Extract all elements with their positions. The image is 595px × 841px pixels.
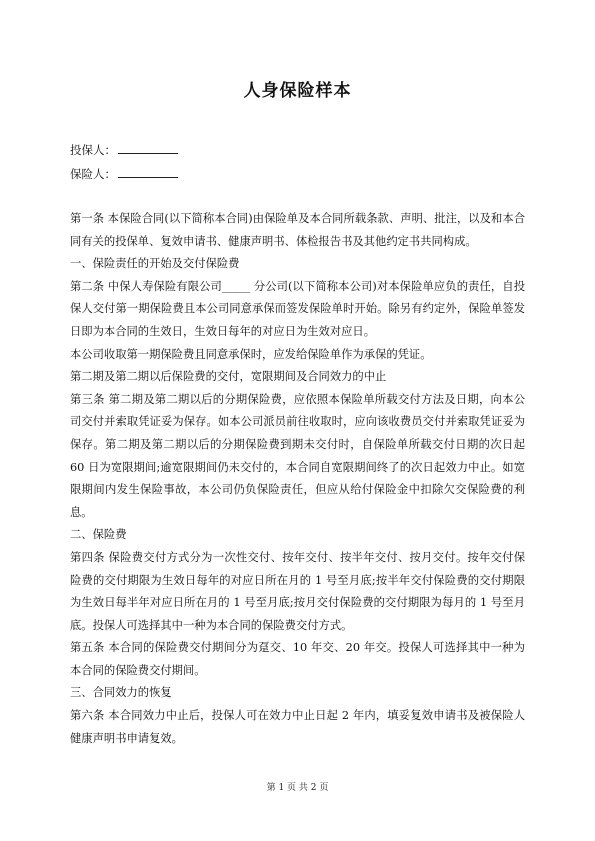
policyholder-label: 投保人： (70, 143, 116, 157)
section-heading-1: 一、保险责任的开始及交付保险费 (70, 257, 240, 271)
paragraph-receipt: 本公司收取第一期保险费且同意承保时，应发给保险单作为承保的凭证。 (70, 347, 432, 361)
policyholder-field (70, 142, 178, 158)
article-5: 第五条 本合同的保险费交付期间分为趸交、10 年交、20 年交。投保人可选择其中一种为本合同的保险费交付期间。 (70, 641, 525, 677)
section-heading-3: 三、合同效力的恢复 (70, 686, 172, 700)
section-heading-grace: 第二期及第二期以后保险费的交付，宽限期间及合同效力的中止 (70, 370, 387, 384)
insured-blank-line (118, 166, 178, 178)
section-heading-2: 二、保险费 (70, 528, 127, 542)
article-2: 第二条 中保人寿保险有限公司_____ 分公司(以下简称本公司)对本保险单应负的责任，自投保人交付第一期保险费且本公司同意承保而签发保险单时开始。除另有约定外，保险单签发日即为本合同的生效日，生效日每年的对应日为生效对应日。 (70, 279, 525, 338)
page-number-footer: 第 1 页 共 2 页 (266, 783, 329, 793)
article-6: 第六条 本合同效力中止后，投保人可在效力中止日起 2 年内，填妥复效申请书及被保险人健康声明书申请复效。 (70, 709, 525, 745)
policyholder-blank-line (118, 142, 178, 154)
article-1: 第一条 本保险合同(以下简称本合同)由保险单及本合同所载条款、声明、批注，以及和本合同有关的投保单、复效申请书、健康声明书、体检报告书及其他约定书共同构成。 (70, 212, 525, 248)
article-3: 第三条 第二期及第二期以后的分期保险费，应依照本保险单所载交付方法及日期，向本公司交付并索取凭证妥为保存。如本公司派员前往收取时，应向该收费员交付并索取凭证妥为保存。第二期及第二期以后的分期保险费到期未交付时，自保险单所载交付日期的次日起 60 日为宽限期间;逾宽限期间仍未交付的，本合同自宽限期间终了的次日起效力中止。如宽限期间内发生保险事故，本公司仍负保险责任，但应从给付保险金中扣除欠交保险费的利息。 (70, 392, 525, 519)
insured-field (70, 166, 178, 182)
document-title: 人身保险样本 (243, 81, 352, 101)
article-4: 第四条 保险费交付方式分为一次性交付、按年交付、按半年交付、按月交付。按年交付保险费的交付期限为生效日每年的对应日所在月的 1 号至月底;按半年交付保险费的交付期限为生效日每半年对应日所在月的 1 号至月底;按月交付保险费的交付期限为每月的 1 号至月底。投保人可选择其中一种为本合同的保险费交付方式。 (70, 550, 525, 632)
document-body (70, 208, 525, 750)
insured-label: 保险人： (70, 167, 116, 181)
